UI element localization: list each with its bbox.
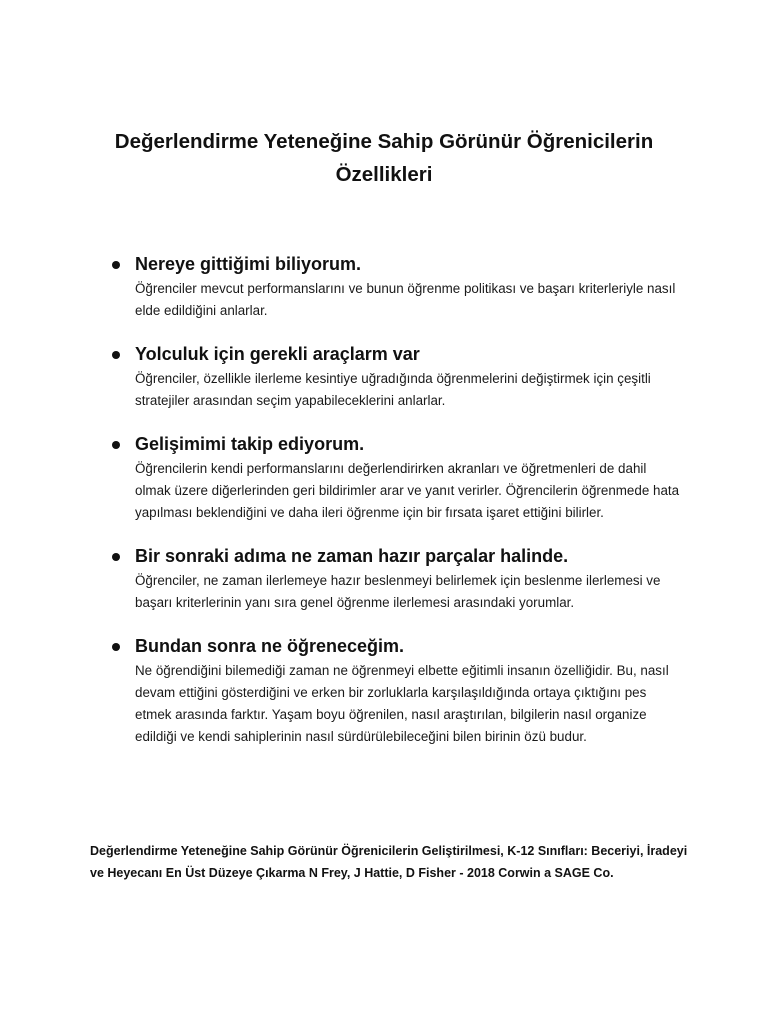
list-item (0, 544, 768, 614)
bullet-icon (112, 441, 120, 449)
item-heading: Bir sonraki adıma ne zaman hazır parçalar halinde. (135, 546, 569, 566)
list-item (0, 432, 768, 524)
bullet-icon (112, 643, 120, 651)
trait-list (0, 252, 768, 768)
bullet-icon (112, 553, 120, 561)
document-title: Değerlendirme Yeteneğine Sahip Görünür Öğrenicilerin Özellikleri (114, 130, 654, 186)
bullet-icon (112, 261, 120, 269)
item-heading: Gelişimimi takip ediyorum. (135, 434, 365, 454)
item-body: Ne öğrendiğini bilemediği zaman ne öğrenmeyi elbette eğitimli insanın özelliğidir. Bu, nasıl devam ettiğini gösterdiğini ve erken bir zorluklarla karşılaşıldığında ortaya çıktığını pes etmek arasında farktır. Yaşam boyu öğrenilen, nasıl araştırılan, bilgilerin nasıl organize edildiği ve kendi sahiplerinin nasıl sürdürülebileceğini bilen birinin özü budur. (135, 663, 669, 744)
item-body: Öğrenciler, özellikle ilerleme kesintiye uğradığında öğrenmelerini değiştirmek için çeşitli stratejiler arasından seçim yapabileceklerini anlarlar. (135, 371, 651, 408)
list-item (0, 634, 768, 748)
item-heading: Nereye gittiğimi biliyorum. (135, 254, 362, 274)
list-item (0, 252, 768, 322)
item-heading: Bundan sonra ne öğreneceğim. (135, 636, 405, 656)
item-body: Öğrenciler mevcut performanslarını ve bunun öğrenme politikası ve başarı kriterleriyle nasıl elde edildiğini anlarlar. (135, 281, 676, 318)
item-heading: Yolculuk için gerekli araçlarm var (135, 344, 420, 364)
item-body: Öğrencilerin kendi performanslarını değerlendirirken akranları ve öğretmenleri de dahil olmak üzere diğerlerinden geri bildirimler arar ve yanıt verirler. Öğrencilerin öğrenmede hata yapılması beklendiğini ve daha ileri öğrenme için bir fırsata işaret ettiğini bilirler. (135, 461, 680, 520)
list-item (0, 342, 768, 412)
source-citation: Değerlendirme Yeteneğine Sahip Görünür Öğrenicilerin Geliştirilmesi, K-12 Sınıfları: Beceriyi, İradeyi ve Heyecanı En Üst Düzeye Çıkarma N Frey, J Hattie, D Fisher - 2018 Corwin a SAGE Co. (90, 844, 688, 880)
bullet-icon (112, 351, 120, 359)
item-body: Öğrenciler, ne zaman ilerlemeye hazır beslenmeyi belirlemek için beslenme ilerlemesi ve başarı kriterlerinin yanı sıra genel öğrenme ilerlemesi arasındaki yorumlar. (135, 573, 661, 610)
